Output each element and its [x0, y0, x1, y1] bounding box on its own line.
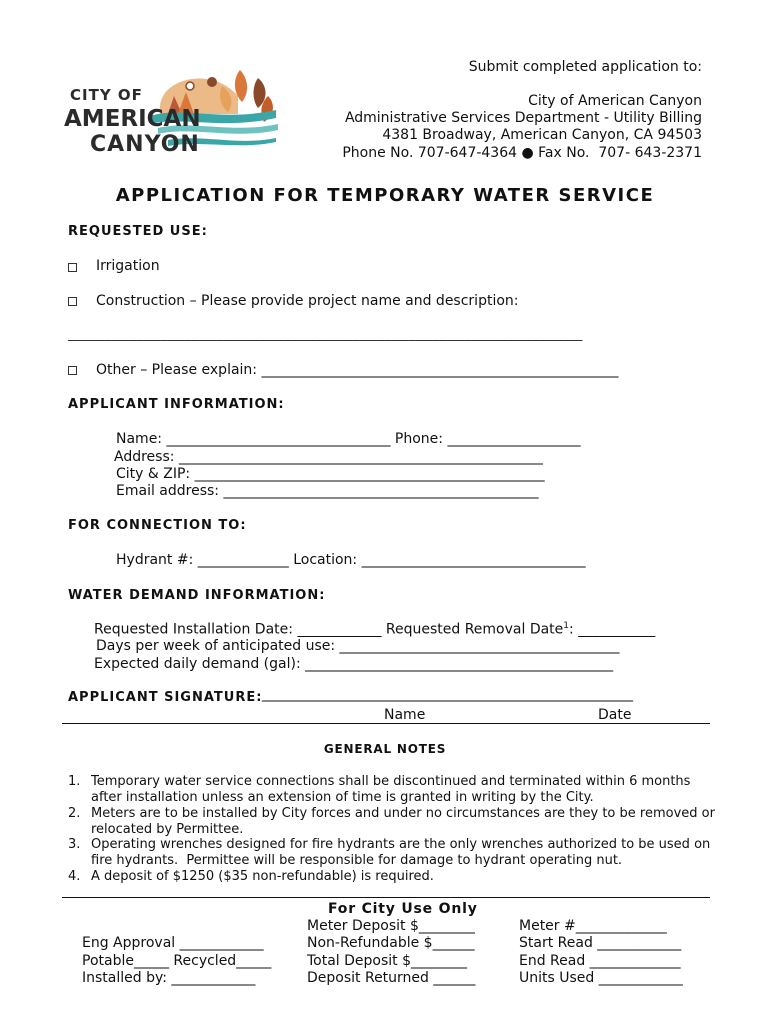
city-logo	[62, 56, 284, 164]
meter-deposit-field[interactable]: Meter Deposit $________	[307, 918, 475, 934]
end-read-field[interactable]: End Read _____________	[519, 953, 681, 969]
logo-line-canyon: CANYON	[90, 132, 200, 157]
installed-by-field[interactable]: Installed by: ____________	[82, 970, 256, 986]
note-2-text: Meters are to be installed by City forces and under no circumstances are they to be removed or	[91, 806, 715, 821]
general-notes-heading: GENERAL NOTES	[323, 742, 447, 756]
signature-label: APPLICANT SIGNATURE:	[68, 690, 263, 705]
other-checkbox[interactable]	[68, 366, 77, 375]
divider	[62, 897, 710, 898]
name-phone-fields[interactable]: Name: ________________________________ Phone: ___________________	[116, 431, 581, 447]
note-4-text: A deposit of $1250 ($35 non-refundable) is required.	[91, 869, 434, 884]
signature-name-caption: Name	[384, 707, 426, 723]
start-read-field[interactable]: Start Read ____________	[519, 935, 682, 951]
city-zip-field[interactable]: City & ZIP: __________________________________________________	[116, 466, 545, 482]
installation-date-label: Requested Installation Date: ____________ Requested Removal Date	[94, 621, 564, 638]
submit-line-4: Phone No. 707-647-4364 ● Fax No. 707- 643-2371	[342, 145, 702, 161]
note-2-number: 2.	[68, 806, 81, 821]
deposit-returned-field[interactable]: Deposit Returned ______	[307, 970, 476, 986]
construction-label: Construction – Please provide project name and description:	[96, 293, 519, 309]
note-1-number: 1.	[68, 774, 81, 789]
note-3-text-cont: fire hydrants. Permittee will be responsible for damage to hydrant operating nut.	[91, 853, 623, 868]
removal-date-field[interactable]: : ___________	[569, 621, 656, 638]
other-explain-field[interactable]: Other – Please explain: ___________________________________________________	[96, 362, 619, 378]
submit-line-1: City of American Canyon	[528, 93, 702, 109]
note-1-text-cont: after installation unless an extension of time is granted in writing by the City.	[91, 790, 594, 805]
note-2-text-cont: relocated by Permittee.	[91, 822, 244, 837]
submit-line-2: Administrative Services Department - Utility Billing	[344, 110, 702, 126]
submit-line-3: 4381 Broadway, American Canyon, CA 94503	[382, 127, 702, 143]
irrigation-checkbox[interactable]	[68, 263, 77, 272]
note-3-text: Operating wrenches designed for fire hydrants are the only wrenches authorized to be used on	[91, 837, 711, 852]
days-per-week-field[interactable]: Days per week of anticipated use: ________________________________________	[96, 638, 620, 654]
signature-field[interactable]: _____________________________________________________	[262, 686, 633, 702]
applicant-info-heading: APPLICANT INFORMATION:	[68, 397, 285, 412]
note-4-number: 4.	[68, 869, 81, 884]
hydrant-location-fields[interactable]: Hydrant #: _____________ Location: ________________________________	[116, 552, 586, 568]
requested-use-heading: REQUESTED USE:	[68, 224, 208, 239]
city-use-heading: For City Use Only	[328, 901, 478, 917]
note-1-text: Temporary water service connections shall be discontinued and terminated within 6 months	[91, 774, 691, 789]
irrigation-label: Irrigation	[96, 258, 160, 274]
logo-line-city-of: CITY OF	[70, 86, 143, 104]
eng-approval-field[interactable]: Eng Approval ____________	[82, 935, 264, 951]
daily-demand-field[interactable]: Expected daily demand (gal): ____________________________________________	[94, 656, 614, 672]
meter-number-field[interactable]: Meter #_____________	[519, 918, 667, 934]
construction-description-field[interactable]: ___________________________________________________________________________________	[68, 327, 583, 341]
total-deposit-field[interactable]: Total Deposit $________	[307, 953, 468, 969]
footnote-mark: 1	[563, 621, 570, 631]
address-field[interactable]: Address: ____________________________________________________	[114, 449, 543, 465]
potable-recycled-field[interactable]: Potable_____ Recycled_____	[82, 953, 272, 969]
non-refundable-field[interactable]: Non-Refundable $______	[307, 935, 475, 951]
construction-checkbox[interactable]	[68, 297, 77, 306]
submit-heading: Submit completed application to:	[468, 59, 702, 75]
logo-line-american: AMERICAN	[64, 106, 201, 132]
installation-removal-dates[interactable]	[94, 621, 655, 638]
connection-heading: FOR CONNECTION TO:	[68, 518, 247, 533]
units-used-field[interactable]: Units Used ____________	[519, 970, 683, 986]
page-title: APPLICATION FOR TEMPORARY WATER SERVICE	[115, 185, 655, 206]
divider	[62, 723, 710, 724]
water-demand-heading: WATER DEMAND INFORMATION:	[68, 588, 326, 603]
signature-date-caption: Date	[598, 707, 632, 723]
email-field[interactable]: Email address: _____________________________________________	[116, 483, 539, 499]
note-3-number: 3.	[68, 837, 81, 852]
